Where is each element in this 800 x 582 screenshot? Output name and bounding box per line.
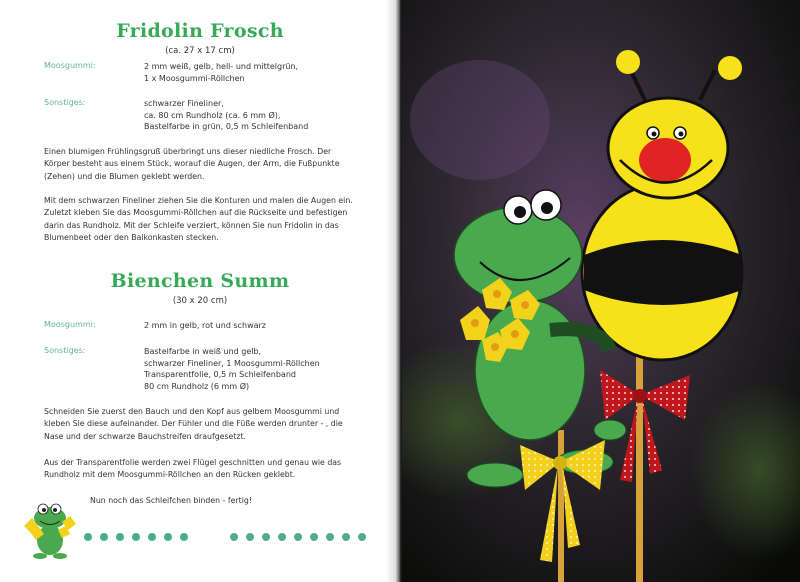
text-line: Schneiden Sie zuerst den Bauch und den Kopf aus gelbem Moosgummi und <box>44 407 340 416</box>
final-note: Nun noch das Schleifchen binden - fertig! <box>90 496 252 505</box>
dot <box>342 533 350 541</box>
dots-right <box>230 533 370 545</box>
bee-material-label: Moosgummi: <box>44 320 96 329</box>
text-line: Körper besteht aus einem Stück, worauf die Augen, der Arm, die Fußpunkte <box>44 159 340 169</box>
bee-other-line: Transparentfolie, 0,5 m Schleifenband <box>144 370 296 379</box>
craft-photo <box>400 0 800 582</box>
craft-illustration <box>400 0 800 582</box>
frog-clipart <box>18 496 82 562</box>
text-line: Rundholz mit dem Moosgummi-Röllchen an den Rücken geklebt. <box>44 470 296 480</box>
text-line: (Zehen) und die Blumen geklebt werden. <box>44 171 205 181</box>
dot <box>262 533 270 541</box>
dots-left <box>84 533 204 545</box>
dot <box>310 533 318 541</box>
bee-other-label: Sonstiges: <box>44 346 86 355</box>
dot <box>230 533 238 541</box>
frog-other-value <box>144 98 308 133</box>
bee-dimensions: (30 x 20 cm) <box>172 296 228 306</box>
dot <box>116 533 124 541</box>
flower-blur <box>410 60 550 180</box>
text-line: Zuletzt kleben Sie das Moosgummi-Röllchen auf die Rückseite und befestigen <box>44 208 348 218</box>
frog-other-line: Bastelfarbe in grün, 0,5 m Schleifenband <box>144 122 309 131</box>
dot <box>246 533 254 541</box>
book-spine-shadow <box>386 0 402 582</box>
frog-material-value <box>144 61 298 84</box>
bee-other-line: schwarzer Fineliner, 1 Moosgummi-Röllchen <box>144 358 320 368</box>
bee-paragraph-2 <box>44 457 364 482</box>
dot <box>132 533 140 541</box>
frog-material-line: 2 mm weiß, gelb, hell- und mittelgrün, <box>144 62 299 71</box>
bee-material-line: 2 mm in gelb, rot und schwarz <box>144 321 267 330</box>
frog-other-line: schwarzer Fineliner, <box>144 99 224 108</box>
bee-other-value <box>144 346 320 392</box>
frog-material-line: 1 x Moosgummi-Röllchen <box>144 73 245 83</box>
dot <box>84 533 92 541</box>
text-line: Blumenbeet oder den Balkonkasten stecken. <box>44 233 219 243</box>
text-line: Mit dem schwarzen Fineliner ziehen Sie die Konturen und malen die Augen ein. <box>44 196 353 205</box>
frog-material-label: Moosgummi: <box>44 61 96 70</box>
dot <box>164 533 172 541</box>
frog-other-line: ca. 80 cm Rundholz (ca. 6 mm Ø), <box>144 110 281 120</box>
dot <box>100 533 108 541</box>
frog-dimensions: (ca. 27 x 17 cm) <box>165 46 235 56</box>
dot <box>278 533 286 541</box>
bee-material-value <box>144 320 266 332</box>
dot <box>294 533 302 541</box>
dot <box>180 533 188 541</box>
dot <box>148 533 156 541</box>
text-line: Nase und der schwarze Bauchstreifen draufgesetzt. <box>44 431 246 441</box>
text-line: Aus der Transparentfolie werden zwei Flügel geschnitten und genau wie das <box>44 458 342 467</box>
dot <box>326 533 334 541</box>
text-line: kleben Sie diese aufeinander. Der Fühler und die Füße werden drunter - , die <box>44 419 343 429</box>
bee-stick <box>636 350 643 582</box>
bee-title: Bienchen Summ <box>110 270 290 292</box>
text-line: darin das Rundholz. Mit der Schleife verziert, können Sie nun Fridolin in das <box>44 220 339 230</box>
bee-other-line: Bastelfarbe in weiß und gelb, <box>144 347 262 356</box>
frog-paragraph-1 <box>44 146 364 183</box>
bee-paragraph-1 <box>44 406 364 443</box>
frog-other-label: Sonstiges: <box>44 98 86 107</box>
frog-title: Fridolin Frosch <box>116 20 284 42</box>
dot <box>358 533 366 541</box>
text-line: Einen blumigen Frühlingsgruß überbringt uns dieser niedliche Frosch. Der <box>44 147 332 156</box>
bee-other-line: 80 cm Rundholz (6 mm Ø) <box>144 381 250 391</box>
frog-paragraph-2 <box>44 195 364 245</box>
frog-stick <box>558 430 564 582</box>
